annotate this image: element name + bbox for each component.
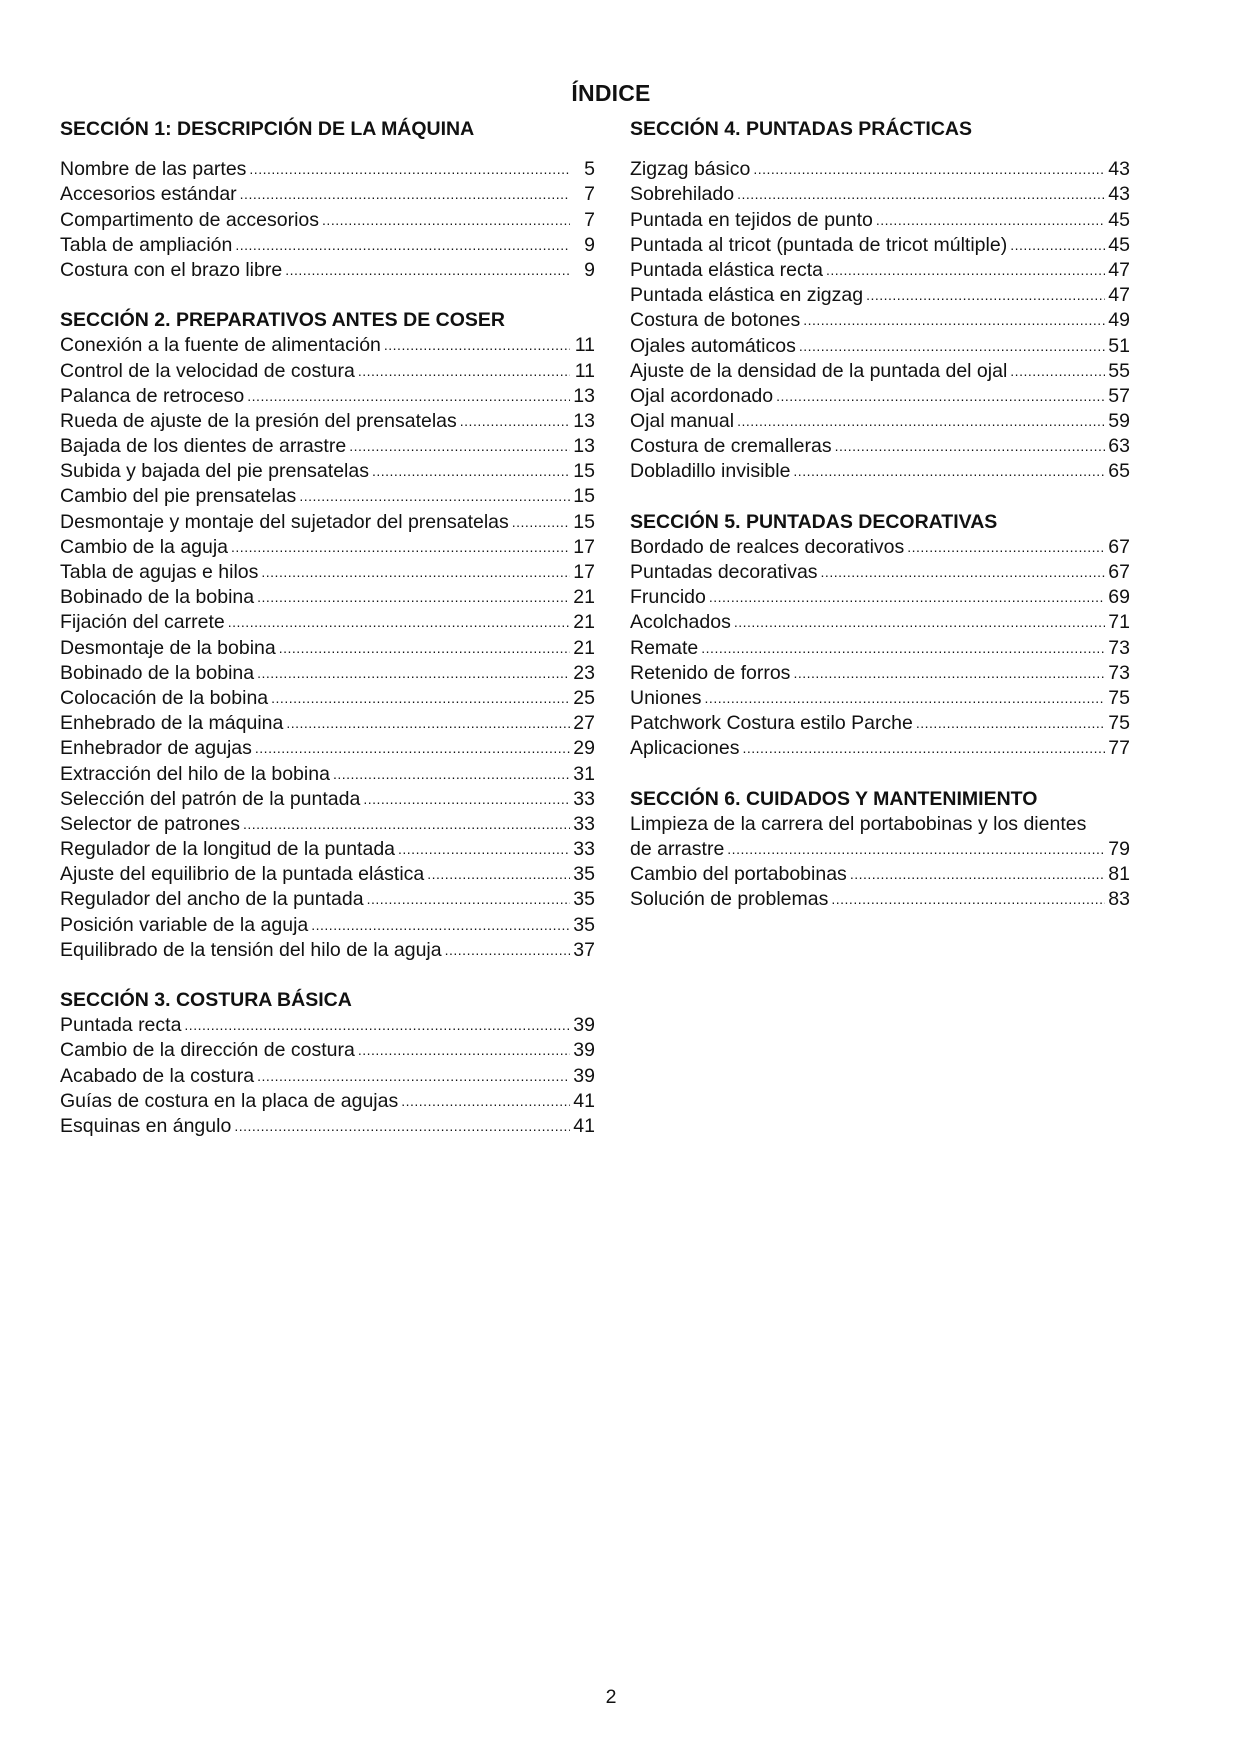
toc-entry-label: Zigzag básico (630, 158, 751, 181)
dot-leader (243, 812, 570, 837)
toc-entry (60, 208, 595, 233)
dot-leader (445, 938, 570, 963)
section-heading: SECCIÓN 5. PUNTADAS DECORATIVAS (630, 510, 998, 533)
toc-entry-page: 73 (1108, 636, 1130, 659)
toc-entry-label: Cambio del portabobinas (630, 863, 847, 886)
toc-entry (630, 610, 1130, 635)
toc-entry-label: Rueda de ajuste de la presión del prensatelas (60, 409, 457, 432)
dot-leader (826, 258, 1105, 283)
toc-entry-label: Ajuste del equilibrio de la puntada elástica (60, 863, 425, 886)
dot-leader (255, 736, 570, 761)
toc-entry-page: 45 (1108, 208, 1130, 231)
toc-entry-label: Conexión a la fuente de alimentación (60, 334, 381, 357)
toc-right-column (630, 117, 1130, 912)
toc-entry (60, 585, 595, 610)
toc-entry-label: Puntada elástica recta (630, 258, 823, 281)
toc-entry (60, 636, 595, 661)
toc-entry (60, 661, 595, 686)
dot-leader (349, 434, 570, 459)
dot-leader (701, 636, 1105, 661)
dot-leader (231, 535, 570, 560)
toc-entry-page: 33 (573, 812, 595, 835)
toc-entry-label: de arrastre (630, 837, 725, 860)
toc-entry (60, 233, 595, 258)
dot-leader (866, 283, 1105, 308)
toc-entry-page: 35 (573, 913, 595, 936)
toc-entry (60, 762, 595, 787)
dot-leader (311, 913, 570, 938)
toc-entry-label: Puntada al tricot (puntada de tricot múltiple) (630, 233, 1008, 256)
toc-entry-page: 21 (573, 611, 595, 634)
toc-entry (60, 1089, 595, 1114)
toc-entry-page: 55 (1108, 359, 1130, 382)
toc-entry-label: Bobinado de la bobina (60, 661, 255, 684)
dot-leader (821, 560, 1105, 585)
dot-leader (286, 711, 570, 736)
toc-entry-page: 81 (1108, 863, 1130, 886)
toc-entry-label: Aplicaciones (630, 737, 740, 760)
toc-entry (630, 334, 1130, 359)
toc-entry-label: Selección del patrón de la puntada (60, 787, 361, 810)
dot-leader (916, 711, 1105, 736)
toc-entry-label: Uniones (630, 686, 702, 709)
toc-entry-page: 45 (1108, 233, 1130, 256)
toc-entry (60, 1038, 595, 1063)
toc-entry-label: Desmontaje de la bobina (60, 636, 276, 659)
toc-entry-label: Fruncido (630, 586, 706, 609)
toc-entry (60, 560, 595, 585)
toc-entry-page: 7 (584, 208, 595, 231)
toc-entry-label: Subida y bajada del pie prensatelas (60, 460, 369, 483)
toc-entry-page: 51 (1108, 334, 1130, 357)
toc-entry (60, 736, 595, 761)
toc-section-2 (60, 308, 595, 963)
dot-leader (907, 535, 1105, 560)
dot-leader (734, 610, 1105, 635)
toc-entry-page: 71 (1108, 611, 1130, 634)
toc-entry-label: Cambio de la dirección de costura (60, 1039, 355, 1062)
dot-leader (876, 208, 1105, 233)
toc-entry (630, 308, 1130, 333)
dot-leader (234, 1114, 570, 1139)
toc-entry-label: Cambio del pie prensatelas (60, 485, 297, 508)
dot-leader (709, 585, 1105, 610)
toc-entry (60, 535, 595, 560)
toc-entry-label: Ojal manual (630, 410, 735, 433)
toc-entry-page: 47 (1108, 258, 1130, 281)
toc-entry (60, 510, 595, 535)
toc-entry-label: Acolchados (630, 611, 731, 634)
dot-leader (742, 736, 1105, 761)
toc-entry-label: Compartimento de accesorios (60, 208, 320, 231)
toc-entry-label: Dobladillo invisible (630, 460, 791, 483)
dot-leader (363, 787, 570, 812)
toc-entry-page: 27 (573, 712, 595, 735)
page-title: ÍNDICE (571, 80, 651, 106)
toc-entry-label: Bordado de realces decorativos (630, 535, 905, 558)
toc-entry (60, 384, 595, 409)
toc-entry-page: 13 (573, 384, 595, 407)
toc-entry-page: 21 (573, 636, 595, 659)
dot-leader (753, 157, 1105, 182)
toc-entry-page: 39 (573, 1039, 595, 1062)
toc-entry-page: 29 (573, 737, 595, 760)
toc-entry-page: 65 (1108, 460, 1130, 483)
toc-entry (630, 711, 1130, 736)
toc-entry (60, 359, 595, 384)
toc-entry (630, 434, 1130, 459)
toc-entry (60, 837, 595, 862)
dot-leader (705, 686, 1105, 711)
toc-entry (60, 1013, 595, 1038)
toc-entry-page: 43 (1108, 183, 1130, 206)
toc-entry-label: Guías de costura en la placa de agujas (60, 1089, 399, 1112)
dot-leader (261, 560, 570, 585)
section-heading: SECCIÓN 2. PREPARATIVOS ANTES DE COSER (60, 309, 505, 332)
toc-entry-page: 41 (573, 1089, 595, 1112)
toc-entry-label: Control de la velocidad de costura (60, 359, 355, 382)
toc-entry (60, 887, 595, 912)
toc-entry (60, 862, 595, 887)
toc-entry-page: 13 (573, 435, 595, 458)
toc-entry-page: 7 (584, 183, 595, 206)
toc-entry-page: 25 (573, 686, 595, 709)
toc-entry-page: 83 (1108, 888, 1130, 911)
toc-entry-page: 59 (1108, 410, 1130, 433)
toc-entry (630, 182, 1130, 207)
toc-entry (630, 233, 1130, 258)
dot-leader (257, 661, 570, 686)
toc-entry (630, 409, 1130, 434)
dot-leader (299, 484, 570, 509)
toc-entry-label: Desmontaje y montaje del sujetador del prensatelas (60, 510, 509, 533)
toc-entry-page: 67 (1108, 561, 1130, 583)
toc-entry (60, 686, 595, 711)
dot-leader (793, 459, 1105, 484)
dot-leader (512, 510, 570, 535)
dot-leader (727, 837, 1105, 862)
toc-entry-page: 73 (1108, 661, 1130, 684)
toc-entry (630, 837, 1130, 862)
toc-entry-label: Sobrehilado (630, 183, 735, 206)
dot-leader (249, 157, 570, 182)
toc-entry (60, 913, 595, 938)
toc-entry-label: Extracción del hilo de la bobina (60, 762, 330, 785)
toc-entry-label: Enhebrado de la máquina (60, 712, 284, 735)
toc-section-1 (60, 117, 595, 283)
dot-leader (285, 258, 570, 283)
toc-entry (630, 359, 1130, 384)
toc-entry-label: Regulador de la longitud de la puntada (60, 838, 396, 861)
toc-entry-label: Acabado de la costura (60, 1064, 255, 1087)
toc-entry-page: 39 (573, 1064, 595, 1087)
dot-leader (184, 1013, 570, 1038)
toc-entry-page: 9 (584, 258, 595, 281)
toc-section-3 (60, 988, 595, 1139)
toc-entry (60, 484, 595, 509)
toc-entry-page: 47 (1108, 284, 1130, 307)
toc-entry (630, 535, 1130, 560)
toc-entry-label: Patchwork Costura estilo Parche (630, 712, 913, 735)
dot-leader (427, 862, 570, 887)
toc-entry-page: 33 (573, 838, 595, 861)
dot-leader (398, 837, 570, 862)
toc-entry-page: 35 (573, 863, 595, 886)
toc-entry-label: Bajada de los dientes de arrastre (60, 435, 347, 458)
toc-entry-first-line: Limpieza de la carrera del portabobinas y los dientes (630, 812, 1087, 835)
toc-entry-label: Cambio de la aguja (60, 535, 229, 558)
toc-entry (60, 787, 595, 812)
dot-leader (333, 762, 570, 787)
toc-entry (60, 333, 595, 358)
toc-entry-page: 9 (584, 233, 595, 256)
toc-entry-page: 15 (573, 485, 595, 508)
toc-entry-page: 15 (573, 510, 595, 533)
toc-entry-page: 77 (1108, 737, 1130, 760)
section-heading: SECCIÓN 6. CUIDADOS Y MANTENIMIENTO (630, 787, 1038, 810)
toc-entry-page: 17 (573, 535, 595, 558)
dot-leader (367, 887, 570, 912)
dot-leader (235, 233, 570, 258)
toc-entry-page: 35 (573, 888, 595, 911)
toc-entry (60, 459, 595, 484)
dot-leader (358, 359, 570, 384)
dot-leader (372, 459, 570, 484)
toc-entry-label: Costura de cremalleras (630, 435, 832, 458)
toc-entry-page: 21 (573, 586, 595, 609)
toc-entry-page: 23 (573, 661, 595, 684)
toc-entry-page: 39 (573, 1014, 595, 1037)
dot-leader (799, 334, 1105, 359)
toc-entry (630, 661, 1130, 686)
dot-leader (322, 208, 570, 233)
toc-entry (630, 585, 1130, 610)
toc-entry (630, 283, 1130, 308)
toc-entry-label: Enhebrador de agujas (60, 737, 252, 760)
toc-entry-label: Tabla de ampliación (60, 233, 233, 256)
dot-leader (835, 434, 1105, 459)
toc-entry (630, 208, 1130, 233)
toc-entry (630, 258, 1130, 283)
dot-leader (257, 1064, 570, 1089)
toc-entry-label: Solución de problemas (630, 888, 829, 911)
section-heading: SECCIÓN 3. COSTURA BÁSICA (60, 989, 352, 1011)
toc-entry-label: Posición variable de la aguja (60, 913, 309, 936)
toc-entry-label: Remate (630, 636, 699, 659)
dot-leader (358, 1038, 570, 1063)
toc-entry-page: 43 (1108, 158, 1130, 181)
toc-entry-label: Costura de botones (630, 309, 801, 332)
toc-entry-page: 13 (573, 409, 595, 432)
toc-entry-label: Fijación del carrete (60, 611, 225, 634)
dot-leader (271, 686, 570, 711)
dot-leader (1010, 359, 1105, 384)
toc-entry-page: 11 (574, 334, 595, 357)
toc-entry-label: Selector de patrones (60, 812, 240, 835)
toc-entry (630, 560, 1130, 585)
toc-entry-label: Puntada en tejidos de punto (630, 208, 873, 231)
toc-entry-label: Palanca de retroceso (60, 384, 245, 407)
toc-entry-page: 31 (573, 762, 595, 785)
toc-entry (60, 182, 595, 207)
toc-entry (630, 384, 1130, 409)
dot-leader (776, 384, 1105, 409)
toc-entry-page: 49 (1108, 309, 1130, 332)
toc-entry (60, 258, 595, 283)
toc-entry-label: Bobinado de la bobina (60, 586, 255, 609)
section-heading: SECCIÓN 4. PUNTADAS PRÁCTICAS (630, 118, 973, 140)
toc-section-4 (630, 117, 1130, 485)
toc-entry (60, 938, 595, 963)
toc-entry (630, 887, 1130, 912)
toc-entry (60, 409, 595, 434)
toc-entry (60, 812, 595, 837)
toc-entry-page: 75 (1108, 712, 1130, 735)
toc-entry-label: Tabla de agujas e hilos (60, 561, 259, 583)
toc-entry-page: 33 (573, 787, 595, 810)
toc-entry-label: Costura con el brazo libre (60, 258, 283, 281)
section-heading: SECCIÓN 1: DESCRIPCIÓN DE LA MÁQUINA (60, 118, 475, 140)
toc-entry-label: Accesorios estándar (60, 183, 237, 206)
dot-leader (831, 887, 1105, 912)
toc-left-column (60, 117, 595, 1139)
toc-entry (630, 686, 1130, 711)
toc-entry-label: Ajuste de la densidad de la puntada del ojal (630, 359, 1008, 382)
dot-leader (793, 661, 1105, 686)
toc-entry (630, 736, 1130, 761)
toc-entry (630, 459, 1130, 484)
toc-entry-label: Puntada recta (60, 1014, 182, 1037)
dot-leader (737, 409, 1105, 434)
toc-entry-label: Puntada elástica en zigzag (630, 284, 864, 307)
page-number: 2 (605, 1686, 617, 1708)
toc-entry-page: 67 (1108, 535, 1130, 558)
toc-entry (60, 610, 595, 635)
toc-section-6 (630, 787, 1130, 913)
toc-entry (60, 157, 595, 182)
dot-leader (737, 182, 1105, 207)
toc-entry-label: Regulador del ancho de la puntada (60, 888, 364, 911)
toc-entry (630, 636, 1130, 661)
toc-entry (630, 862, 1130, 887)
dot-leader (401, 1089, 570, 1114)
toc-entry-label: Retenido de forros (630, 661, 791, 684)
toc-entry-label: Nombre de las partes (60, 158, 247, 181)
toc-entry-page: 79 (1108, 837, 1130, 860)
dot-leader (240, 182, 570, 207)
toc-entry-page: 63 (1108, 435, 1130, 458)
toc-entry-label: Ojales automáticos (630, 334, 796, 357)
toc-entry (60, 711, 595, 736)
toc-entry-page: 69 (1108, 586, 1130, 609)
toc-section-5 (630, 510, 1130, 762)
toc-entry (630, 157, 1130, 182)
toc-entry (60, 1064, 595, 1089)
dot-leader (460, 409, 570, 434)
toc-entry-label: Esquinas en ángulo (60, 1114, 232, 1137)
toc-entry-page: 37 (573, 938, 595, 961)
toc-entry (60, 434, 595, 459)
toc-entry-page: 11 (574, 359, 595, 382)
toc-entry-page: 17 (573, 561, 595, 583)
dot-leader (1010, 233, 1105, 258)
toc-entry-page: 75 (1108, 686, 1130, 709)
toc-entry-page: 5 (584, 158, 595, 181)
dot-leader (257, 585, 570, 610)
dot-leader (228, 610, 570, 635)
dot-leader (803, 308, 1105, 333)
toc-entry-label: Ojal acordonado (630, 384, 774, 407)
toc-entry-label: Equilibrado de la tensión del hilo de la aguja (60, 938, 442, 961)
dot-leader (247, 384, 570, 409)
toc-entry (60, 1114, 595, 1139)
dot-leader (384, 333, 570, 358)
dot-leader (279, 636, 570, 661)
toc-entry-page: 41 (573, 1114, 595, 1137)
dot-leader (850, 862, 1105, 887)
toc-entry-page: 15 (573, 460, 595, 483)
toc-entry-page: 57 (1108, 384, 1130, 407)
toc-entry-label: Puntadas decorativas (630, 561, 818, 583)
toc-entry-label: Colocación de la bobina (60, 686, 269, 709)
